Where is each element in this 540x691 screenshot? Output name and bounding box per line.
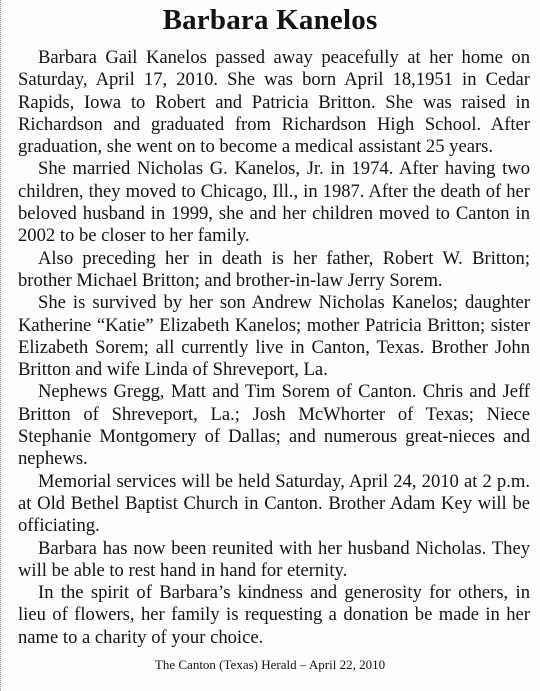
source-caption: The Canton (Texas) Herald – April 22, 2010	[154, 657, 386, 672]
paragraph-preceded: Also preceding her in death is her father, Robert W. Britton; brother Michael Britton; and brother-in-law Jerry Sorem.	[18, 247, 530, 291]
clipping-edge	[0, 0, 5, 691]
paragraph-services: Memorial services will be held Saturday, April 24, 2010 at 2 p.m. at Old Bethel Baptist Church in Canton. Brother Adam Key will be officiating.	[18, 470, 530, 537]
obituary-title: Barbara Kanelos	[162, 4, 378, 36]
paragraph-biography: Barbara Gail Kanelos passed away peacefully at her home on Saturday, April 17, 2010. She was born April 18,1951 in Cedar Rapids, Iowa to Robert and Patricia Britton. She was raised in Richardson and graduated from Richardson High School. After graduation, she went on to become a medical assistant 25 years.	[18, 47, 530, 158]
paragraph-reunited: Barbara has now been reunited with her husband Nicholas. They will be able to rest hand in hand for eternity.	[18, 537, 530, 581]
paragraph-marriage: She married Nicholas G. Kanelos, Jr. in 1974. After having two children, they moved to Chicago, Ill., in 1987. After the death of her beloved husband in 1999, she and her children moved to Canton in 2002 to be closer to her family.	[18, 158, 530, 247]
paragraph-survivors: She is survived by her son Andrew Nicholas Kanelos; daughter Katherine “Katie” Elizabeth Kanelos; mother Patricia Britton; sister Elizabeth Sorem; all currently live in Canton, Texas. Brother John Britton and wife Linda of Shreveport, La.	[18, 292, 530, 381]
paragraph-donations: In the spirit of Barbara’s kindness and generosity for others, in lieu of flowers, her family is requesting a donation be made in her name to a charity of your choice.	[18, 582, 530, 648]
paragraph-nephews: Nephews Gregg, Matt and Tim Sorem of Canton. Chris and Jeff Britton of Shreveport, La.; Josh McWhorter of Texas; Niece Stephanie Montgomery of Dallas; and numerous great-nieces and nephews.	[18, 381, 530, 470]
obituary-body	[18, 47, 530, 649]
